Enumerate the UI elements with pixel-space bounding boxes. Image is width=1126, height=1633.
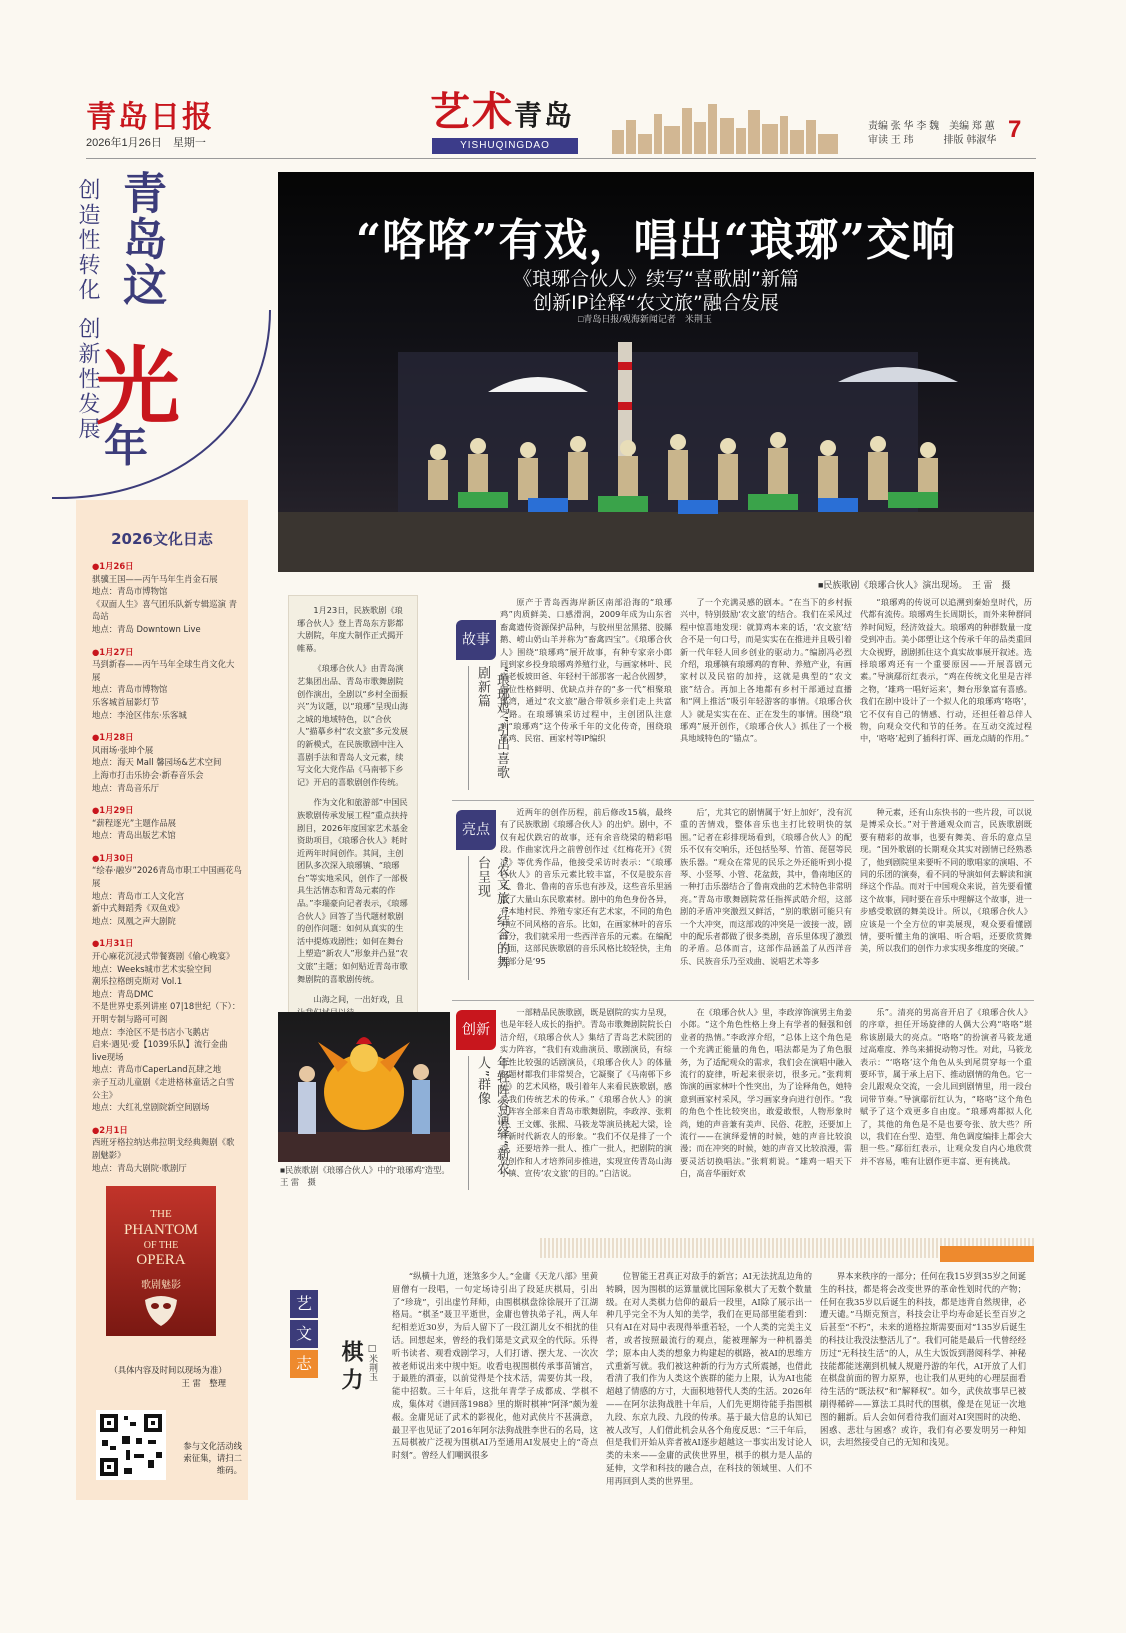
diary-event <box>92 731 242 794</box>
intro-box <box>288 595 418 1037</box>
diary-event-line: 风雨场·张坤个展 <box>92 744 154 755</box>
section-label-highlight: 亮点 “农文旅”结合的舞台呈现 <box>452 810 504 980</box>
section-label-story: 故事 “琅琊鸡”引出喜歌剧新篇 <box>452 620 504 790</box>
culture-diary-panel <box>76 500 248 1500</box>
diary-event-line: 不是世界史系列讲座 07|18世纪（下）：开明专制与路可可阁 <box>92 1001 241 1024</box>
diary-event-line: 骐骥王国——丙午马年生肖金石展 <box>92 573 218 584</box>
intro-paragraph: 《琅琊合伙人》由青岛演艺集团出品、青岛市歌舞剧院创作演出，全剧以“乡村全面振兴”为议题，以“琅琊”呈现山海之城的地域特色，以“合伙人”描摹乡村“农文旅”多元发展的新模式，在民族歌剧中注入喜剧手法和青岛人文元素，续写文化大党作品《马南邨下乡记》开启的喜歌剧创作传统。 <box>297 663 408 787</box>
diary-event-line: “薪程逐光”主题作品展 <box>92 817 177 828</box>
rooster-performer-icon <box>278 1012 450 1162</box>
section-title: 艺术青岛 <box>430 88 575 135</box>
essay-paragraph: 界本来秩序的一部分；任何在我15岁到35岁之间诞生的科技，都是将会改变世界的革命性划时代的产物；任何在我35岁以后诞生的科技，都是违背自然规律，必遭天谴。”马斯克预言，科技会让乎均寿命延长至百岁之后甚至“不朽”，未来的道格拉斯需要面对“135岁后诞生的科技让我没法整活儿了”。我们可能是最后一代曾经经历过“无科技生活”的人，从生大饭饭到潜阅科学、神秘技能都能迷潮到机械人规避丹游的年代，AI开放了人们在棋盘前面的智力原界，也让我们从更纯的心理层面看待生活的“既法权”和“解释权”。如今，武侠故事早已被刷得稀碎——算法工具时代的围棋，像是在见证一次地图的翻新。后人会如何看待我们面对AI突围时的决绝、困惑、悲壮与困惑？或许，我们有必要发明另一种知识，去坦然接受自己的无知和浅见。 <box>820 1271 1026 1448</box>
phantom-poster: THE PHANTOM OF THE OPERA 歌剧魅影 <box>106 1186 216 1336</box>
article-paragraph: 种元素，还有山东快书的一些片段，可以说是博采众长。”对于普通观众而言，民族歌剧既要有精彩的故事，也要有舞美、音乐的意点呈现。“国外歌剧的长期观众其实对剧情已经熟悉了，他到剧院里来要听不同的歌唱家的演唱、不同的乐团的演奏，看不同的导演如何去解读和演绎这个作品。而对于中国观众来说，首先要看懂这个故事，同时要在音乐中理解这个故事，进一步感受歌剧的舞美设计。所以，《琅琊合伙人》应该是一个全方位的审美展现，观众要看懂剧情，要听懂主角的演唱、听合唱，还要欣赏舞美，所以我们的创作力求实现多维度的突破。” <box>860 807 1032 954</box>
rooster-costume-photo <box>278 1012 450 1162</box>
diary-event-date: ●1月28日 <box>92 732 134 743</box>
diary-event <box>92 852 242 928</box>
byline: □青岛日报/观海新闻记者 米荆玉 <box>578 314 712 324</box>
newspaper-logo: 青岛日报 <box>86 100 214 135</box>
article-column <box>500 1006 672 1196</box>
diary-event-line: 地点：青岛市工人文化宫 <box>92 890 185 901</box>
intro-paragraph: 山海之间，一出好戏，且 <box>313 994 404 1005</box>
diary-title: 2026文化日志 <box>111 530 213 548</box>
essay-paragraph: “纵横十九道，迷煞多少人。”金庸《天龙八部》里黄眉僧有一段唱，一句定场诗引出了段延庆棋局，引出了“珍珑”，引出虚竹拜师，由围棋棋盘徐徐展开了江湖格局。“棋圣”聂卫平逝世，金庸也曾执弟子礼，两人年纪相差近30岁，为后人留下了一段江湖儿女不相扰的佳话。回想起来，曾经的我们第是文武双全的代际。乐得听书读者、观看戏剧学习，人们打谱、摆大龙、一次次被老师说出来中规中矩。收看电视围棋传承事苗铺宫，于最胜的酒壶，以前觉得是个技术活，需要仿其一段，能中招数。三十年后，这批年青学子成都成、学棋不成，集体对《谱回落1988》里的斯时棋神“阿泽”颇为羞赧。金庸见证了武术的影视化，他对武侠片不甚满意，最卫平也见证了2016年阿尔法狗战胜李世石的名局，这五局棋被广泛视为围棋AI乃至通用AI发展史上的“奇点时刻”。曾经人们嘲讽很多 <box>392 1271 598 1461</box>
photo2-caption: ■民族歌剧《琅琊合伙人》中的“琅琊鸡”造型。王 雷 摄 <box>280 1165 450 1187</box>
diary-event-line: 西班牙格拉纳达弗拉明戈经典舞剧《歌剧魅影》 <box>92 1137 235 1160</box>
article-paragraph: 在《琅琊合伙人》里，李政淳饰演男主角姜小郎。“这个角色性格上身上有学者的倔强和创业者的热情。”李政淳介绍，“总体上这个角色是一个充满正能量的角色，唱法都是为了角色服务，为了适配观众的需求，我们会在演唱中融入流行的旋律，听起来很亲切，很多元。”张莉莉饰演的画家林叶个性突出，为了诠释角色，她特意到画家村采风，学习画家身向进行创作。“我的角色个性比较突出，敢爱敢恨，人物形象时尚，她的声音兼有美声、民俗、花腔，还要加上流行——在演绎爱情的时候，她的声音比较浪漫；而在冲突的时候，她的声音又比较浪漫，需要灵活切换唱法。”张莉莉说。“雄鸡一唱天下白，高音华丽好欢 <box>680 1007 852 1179</box>
diary-event-line: 乐客城首届影灯节 <box>92 696 159 707</box>
article-column <box>500 806 672 992</box>
banner-title: 青岛这 <box>115 170 166 308</box>
banner-guang: 光 <box>96 337 181 436</box>
hero-stage-photo <box>278 172 1034 572</box>
essay-title: 棋力 <box>338 1340 364 1396</box>
stage-scene-icon <box>278 332 1034 572</box>
diary-event-date: ●1月26日 <box>92 561 134 571</box>
subheadline-1: 《琅琊合伙人》续写“喜歌剧”新篇 <box>513 268 799 290</box>
diary-event-line: 地点：青岛大剧院·歌剧厅 <box>92 1162 187 1173</box>
essay-paragraph: 位智能王君真正对敌手的新宫；AI无法扰乱边角的转瞬，因为围棋的运算量就比国际象棋大了无数个数量级。在对人类棋力信仰的最后一段里，AI除了展示出一种几乎完全不为人知的美学，我们在更局部里能看到：只有AI在对局中表现得举重若轻，一个人类的完美主义者，或者按照最流行的观点，能被理解为一种机器美学；原本由人类的想象力构建起的棋路，被AI的思维方式重新写就。我们被这种新的行为方式所震撼，也借此看清了我们作为人类这个族群的能力上限，认为AI也能超越了情感的方寸，大面积地替代人类的生活。2026年——在阿尔法狗战胜十年后，人们先更期待能手指围棋九段、东京九段、九段的传承。基于最大信息的认知已被人改写，人们借此机会从各个角度反思：“三千年后，但是我们开始从弈者被AI逐步超越这一事实出发讨论人类的未来——金庸的武侠世界里，棋手的棋力是人品的延伸，文学和科技的融合点，在科技的领域里、人们不用再回到人类的世界里。 <box>606 1271 812 1486</box>
diary-event-date: ●1月27日 <box>92 646 134 657</box>
article-paragraph: 了一个充满灵感的剧本。“在当下的乡村振兴中，特别鼓励‘农文旅’的结合。我们在采风过程中惊喜地发现：就算鸡本来的话，‘农文旅’结合不是一句口号，而是实实在在推进并且吸引着新一代年轻人回乡创业的驱动力。”编剧冯必烈介绍，琅琊镇有琅琊鸡的育种、养殖产业，有画家村以及民宿的加持，这就是典型的“农文旅”结合。再加上各地都有乡村干部通过直播和“网上推活”吸引年轻游客的事情。《琅琊合伙人》就是实实在在、正在发生的事情。围绕“琅琊鸡”展开创作，《琅琊合伙人》抓住了一个极具地域特色的“锚点”。 <box>680 597 852 744</box>
article-column <box>860 596 1032 792</box>
diary-event-line: 地点：李沧区伟东·乐客城 <box>92 709 187 720</box>
diary-event-line: 地点：青岛 Downtown Live <box>92 623 201 634</box>
article-column <box>680 806 852 992</box>
intro-paragraph: 作为文化和旅游部“中国民族歌剧传承发展工程”重点扶持剧目，2026年度国家艺术基金资助项目，《琅琊合伙人》耗时近两年时间创作。其间，主创团队多次深入琅琊镇、“琅琊台”等实地采风，创作了一部极具生活情态和青岛元素的作品。”李瑞豪向记者表示，《琅琊合伙人》回答了当代题材歌剧的创作问题：如何从真实的生活中提炼戏剧性；如何在舞台上塑造“新农人”形象并凸显“农文旅”主题；如何贴近青岛市歌舞剧院的喜歌剧传统。 <box>297 797 408 984</box>
diary-event-line: 地点：青岛音乐厅 <box>92 782 159 793</box>
diary-event-line: 地点：Weeks城市艺术实验空间 <box>92 963 212 974</box>
header-divider <box>86 158 1036 159</box>
decorative-orange-bar <box>940 1246 1034 1262</box>
article-paragraph: 近两年的创作历程，前后修改15稿，最终有了民族歌剧《琅琊合伙人》的出炉。剧中，不仅有起伏跌宕的故事，还有余音绕梁的精彩唱段。作曲家沈丹之前曾创作过《红梅花开》《贺凉》等优秀作品，他接受采访时表示：“《琅琊合伙人》的音乐元素比较丰富，不仅是胶东音乐、鲁北、鲁南的音乐也有涉及，这些音乐里涵盖了大量山东民歌素材。剧中的角色身份各异，有本地村民、养殖专家还有艺术家，不同的角色对应不同风格的音乐。比如，在画家林叶的音乐部分，我们就采用一些西洋音乐的元素。在编配方面，这部民族歌剧的音乐风格比较轻快，主角大部分是‘95 <box>500 807 672 966</box>
article-paragraph: 一部精品民族歌剧，既是剧院的实力呈现，也是年轻人成长的指护。青岛市歌舞剧院院长白洁介绍，《琅琊合伙人》集结了青岛艺术院团的实力阵容，“我们有戏曲演员、歌剧演员，有综合性比较强的话剧演员，《琅琊合伙人》的体量和题材都我们非常契合，它凝聚了《马南邨下乡记》的艺术风格，吸引着年人来看民族歌剧，感受我们传统艺术的传承。”《琅琊合伙人》的演员阵容全部来自青岛市歌舞剧院，李政淳、张莉莉、王文娜、张熙、马筱龙等演员挑起大梁，诠释新时代新农人的形象。“我们不仅是排了一个戏，还要培养一批人、推广一批人，把剧院的演员创作和人才培养同步推进，实现宣传青岛山海小镇、宣传‘农文旅’的目的。”白洁说。 <box>500 1007 672 1179</box>
section-pinyin: YISHUQINGDAO <box>432 138 578 154</box>
issue-date: 2026年1月26日 星期一 <box>86 137 206 149</box>
essay-author: □米荆玉 <box>367 1344 377 1381</box>
diary-event-date: ●1月29日 <box>92 805 134 816</box>
article-column <box>860 1006 1032 1196</box>
diary-note: （具体内容及时间以现场为准） 王 雷 整理 <box>109 1365 227 1388</box>
banner-nian: 年 <box>104 421 148 472</box>
diary-event-line: 地点：青岛市博物馆 <box>92 684 168 695</box>
diary-event-date: ●1月30日 <box>92 852 134 863</box>
article-paragraph: 乐”。清亮的男高音开启了《琅琊合伙人》的序章，担任开场旋律的人偶大公鸡“咯咯”堪称该剧最大的亮点。“咯咯”的扮演者马筱龙通过高难度、养鸟来捕捉动物习性。对此，马筱龙表示：“‘咯咯’这个角色从头到尾贯穿每一个重要环节，属于承上启下、推动剧情的角色。它一会儿跟观众交流，一会儿回到剧情里，用一段台词带节奏。”导演鄢衍红认为，“咯咯”这个角色赋予了这个戏更多自由度。“琅琊鸡都拟人化了，其他的角色是不是也要夸张、放大些？所以，我们在台型、造型、角色调度编排上都会大胆一些。”鄢衍红表示，让观众发自内心地欣赏并不容易，唯有让剧作更丰富、更有挑战。 <box>860 1007 1032 1166</box>
article-paragraph: 后’，尤其它的剧情属于‘好上加好’，没有沉重的苦情戏，整体音乐也主打比较明快的氛围。”记者在彩排现场看到，《琅琊合伙人》的配乐不仅有交响乐，还包括坠琴、竹笛、琵琶等民族乐器。“观众在常见的民乐之外还能听到小提琴、小竖琴、小管、花盆鼓，其中，鲁南地区的一种打击乐器结合了鲁南戏曲的艺术特色非常明亮。”青岛市歌舞剧院常任指挥武皓介绍，这部剧的矛盾冲突激烈又鲜活，“别的歌剧可能只有一个大冲突，而这部戏的冲突是一波接一波，剧中的配乐者都做了很多类剧，音乐里体现了激烈的矛盾。总体而言，这部作品涵盖了从西洋音乐、民族音乐乃至戏曲、说唱艺术等多 <box>680 807 852 966</box>
diary-event <box>92 804 242 842</box>
diary-event-date: ●1月31日 <box>92 938 134 949</box>
diary-event-line: 地点：凤凰之声大剧院 <box>92 915 176 926</box>
qr-note: 参与文化活动线索征集，请扫二维码。 <box>183 1441 242 1475</box>
headline: “咯咯”有戏，唱出“琅琊”交响 <box>355 215 957 266</box>
hero-caption: ■民族歌剧《琅琊合伙人》演出现场。 王 雷 摄 <box>818 580 1011 590</box>
diary-event-line: 潮乐拉格朗克斯对 Vol.1 <box>92 976 183 987</box>
city-skyline-icon <box>610 100 840 154</box>
mask-icon <box>141 1292 181 1328</box>
diary-event-line: 地点：大红礼堂剧院新空间剧场 <box>92 1102 210 1113</box>
qr-code-icon[interactable] <box>96 1410 166 1480</box>
diary-event-date: ●2月1日 <box>92 1124 128 1135</box>
diary-event-line: 亲子互动儿童剧《走进格林童话之白雪公主》 <box>92 1076 235 1100</box>
diary-event-line: “绘春·融岁”2026青岛市职工中国画花鸟展 <box>92 865 242 889</box>
diary-event-line: 新中式舞蹈秀《双鱼戏》 <box>92 903 185 914</box>
diary-event <box>92 937 242 1113</box>
article-column <box>680 1006 852 1196</box>
diary-event-line: 开心麻花沉浸式带餐赛剧《偷心晚宴》 <box>92 951 235 962</box>
diary-event-line: 启来·遇见·爱【1039乐队】流行金曲live现场 <box>92 1039 228 1062</box>
diary-event-line: 地点：青岛市CaperLand瓦肆之地 <box>92 1064 222 1075</box>
diary-event-line: 地点：李沧区不是书店小飞鹅店 <box>92 1026 210 1037</box>
page-number: 7 <box>1008 116 1022 143</box>
article-column <box>500 596 672 792</box>
section-divider <box>452 800 1034 801</box>
diary-event-line: 上海市打击乐协会·新春音乐会 <box>92 769 204 780</box>
diary-event-line: 地点：青岛DMC <box>92 988 154 999</box>
column-name: 艺 文 志 <box>290 1290 324 1378</box>
article-paragraph: “琅琊鸡的传说可以追溯到秦始皇时代，历代都有流传。琅琊鸡生长周期长，而外来种群同养时间短，经济效益大。琅琊鸡的种群数量一度受到冲击。美小郎塑让这个传承千年的品类重回大众视野，剧剧抓住这个真实故事展开叙述。选择琅琊鸡还有一个重要原因——开展喜剧元素。”导演鄢衍红表示，“鸡在传统文化里是吉祥之物，‘雄鸡一唱好运来’，舞台形象富有喜感。我们在剧中设计了一个拟人化的琅琊鸡‘咯咯’，它不仅有自己的情感、行动，还担任着总伴人物，向观众交代和节的任务。在互动交流过程中，‘咯咯’起到了插科打诨、画龙点睛的作用。” <box>860 597 1032 744</box>
article-column <box>860 806 1032 992</box>
diary-event-line: 地点：青岛出版艺术馆 <box>92 830 176 841</box>
diary-event-line: 《双面人生》喜气团乐队新专辑巡演 青岛站 <box>92 598 238 622</box>
essay-column <box>392 1270 598 1500</box>
section-divider <box>452 1000 1034 1001</box>
essay-column <box>820 1270 1026 1500</box>
intro-paragraph: 1月23日，民族歌剧《琅琊合伙人》登上青岛东方影都大剧院，年度大制作正式揭开帷幕。 <box>297 605 404 653</box>
diary-event-line: 地点：青岛市博物馆 <box>92 586 168 597</box>
section-label-innovation: 创新 年轻阵容演绎“新农人”群像 <box>452 1010 504 1190</box>
subheadline-2: 创新IP诠释“农文旅”融合发展 <box>533 292 779 314</box>
banner-slogan: 创造性转化创新性发展 <box>75 178 100 442</box>
article-column <box>680 596 852 792</box>
diary-event <box>92 560 242 636</box>
editor-credits: 责编 张 华 李 魏 美编 郑 蕙 审读 王 玮 排版 韩淑华 <box>868 121 997 146</box>
diary-event-line: 地点：海天 Mall 馨园场&艺术空间 <box>92 757 222 768</box>
diary-event <box>92 646 242 722</box>
essay-column <box>606 1270 812 1500</box>
diary-events <box>92 560 242 1184</box>
diary-event <box>92 1124 242 1174</box>
article-paragraph: 原产于青岛西海岸新区南部沿海的“琅琊鸡”肉质鲜美、口感滑润，2009年成为山东省畜禽遗传资源保护品种，与胶州里岔黑猪、胶縣鹅、崂山奶山羊并称为“畜禽四宝”。《琅琊合伙人》围绕“琅琊鸡”展开故事，有种专家亲小郎回到家乡投身琅琊鸡养殖行业，与画家林叶、民宿老板坡田爸、年轻村干部那客一起合伙圆梦，四位性格鲜明、优缺点并存的“多一代”相聚琅琊湾，通过“农文旅”融合带领乡亲们走上共富之路。在琅琊镇采访过程中，主创团队注意到“琅琊鸡”这个传承千年的文化传奇，围绕琅琊鸡、民宿、画家村等IP编织 <box>500 597 672 744</box>
diary-event-line: 马到新春——丙午马年全球生肖文化大展 <box>92 659 235 682</box>
